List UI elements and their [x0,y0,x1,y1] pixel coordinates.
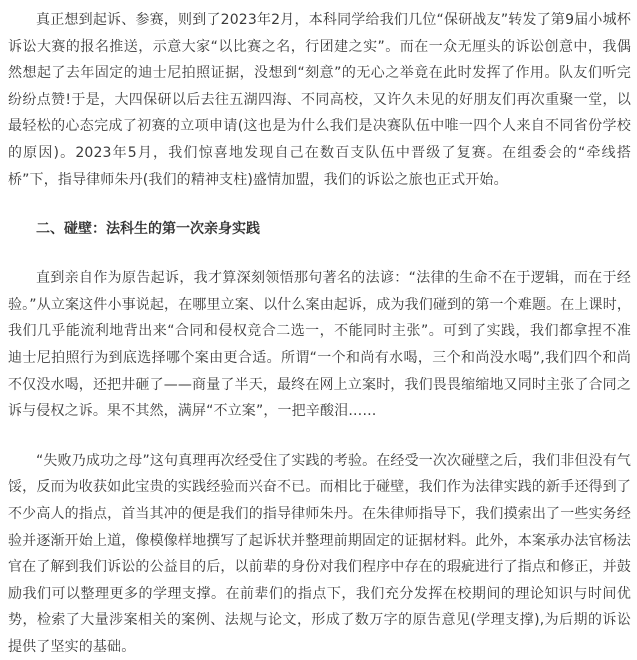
paragraph-filing: 直到亲自作为原告起诉，我才算深刻领悟那句著名的法谚：“法律的生命不在于逻辑，而在于经验。”从立案这件小事说起，在哪里立案、以什么案由起诉，成为我们碰到的第一个难题。在上课时，我们几乎能流利地背出来“合同和侵权竞合二选一，不能同时主张”。可到了实践，我们都拿捏不准迪士尼拍照行为到底选择哪个案由更合适。所谓“一个和尚有水喝，三个和尚没水喝”,我们四个和尚不仅没水喝，还把井砸了——商量了半天，最终在网上立案时，我们畏畏缩缩地又同时主张了合同之诉与侵权之诉。果不其然，满屏“不立案”，一把辛酸泪…… [8,270,631,420]
paragraph-guidance: “失败乃成功之母”这句真理再次经受住了实践的考验。在经受一次次碰壁之后，我们非但没有气馁，反而为收获如此宝贵的实践经验而兴奋不已。而相比于碰壁，我们作为法律实践的新手还得到了不少高人的指点，首当其冲的便是我们的指导律师朱丹。在朱律师指导下，我们摸索出了一些实务经验并逐渐开始上道，像模像样地撰写了起诉状并整理前期固定的证据材料。此外，本案承办法官杨法官在了解到我们诉讼的公益目的后，以前辈的身份对我们程序中存在的瑕疵进行了指点和修正，并鼓励我们可以整理更多的学理支撑。在前辈们的指点下，我们充分发挥在校期间的理论知识与时间优势，检索了大量涉案相关的案例、法规与论文，形成了数万字的原告意见(学理支撑),为后期的诉讼提供了坚实的基础。 [8,452,631,655]
paragraph-intro: 真正想到起诉、参赛，则到了2023年2月，本科同学给我们几位“保研战友”转发了第9届小城杯诉讼大赛的报名推送，示意大家“以比赛之名，行团建之实”。而在一众无厘头的诉讼创意中，我偶然想起了去年固定的迪士尼拍照证据，没想到“刻意”的无心之举竟在此时发挥了作用。队友们听完纷纷点赞!于是，大四保研以后去往五湖四海、不同高校，又许久未见的好朋友们再次重聚一堂，以最轻松的心态完成了初赛的立项申请(这也是为什么我们是决赛队伍中唯一四个人来自不同省份学校的原因)。2023年5月，我们惊喜地发现自己在数百支队伍中晋级了复赛。在组委会的“牵线搭桥”下，指导律师朱丹(我们的精神支柱)盛情加盟，我们的诉讼之旅也正式开始。 [8,12,631,188]
article-body [8,0,631,660]
section-heading-2: 二、碰壁：法科生的第一次亲身实践 [36,221,260,238]
